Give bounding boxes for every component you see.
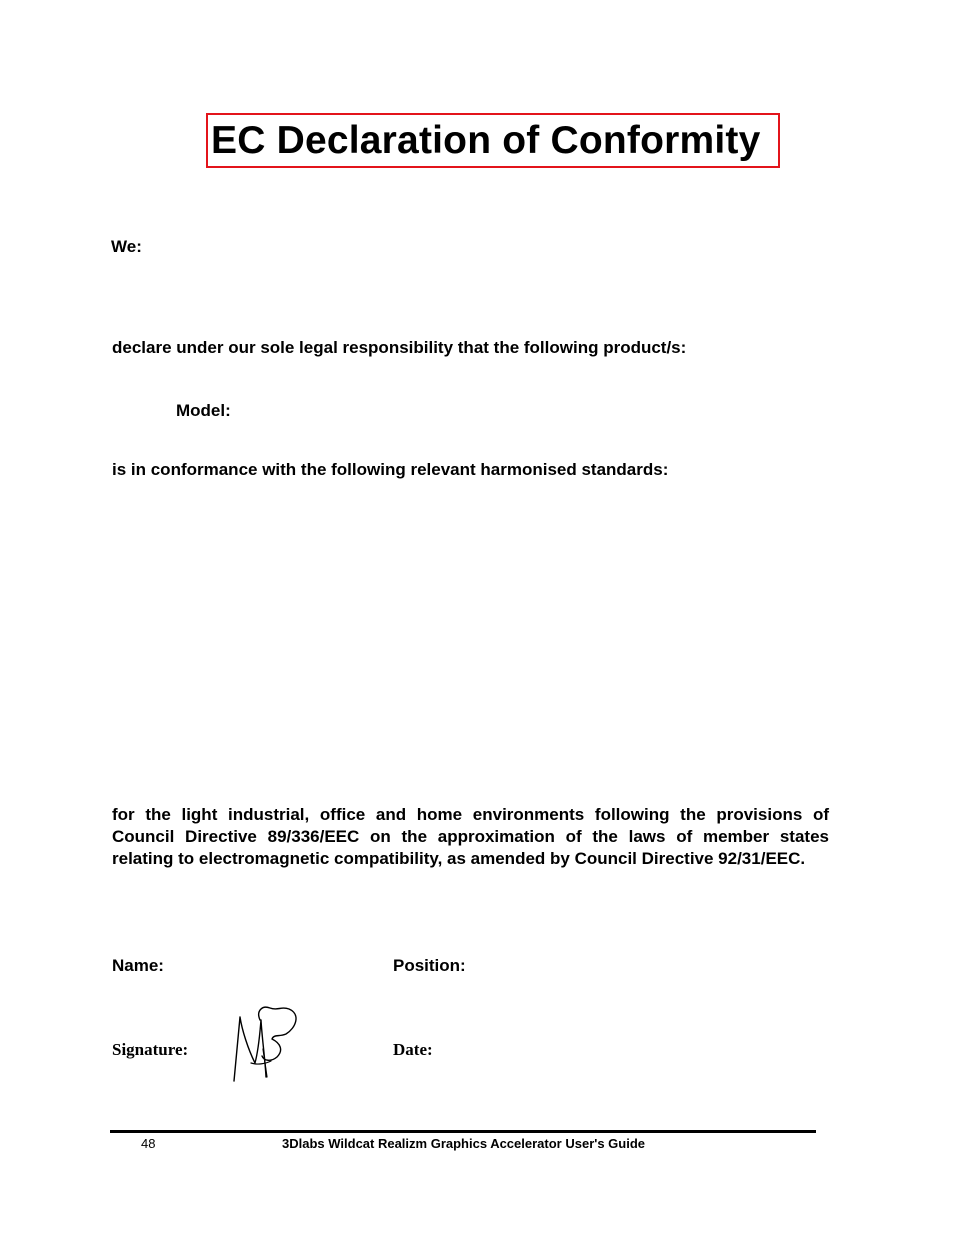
date-label: Date:	[393, 1040, 433, 1059]
name-label: Name:	[112, 956, 164, 975]
page-number: 48	[141, 1136, 156, 1151]
page-title: EC Declaration of Conformity	[211, 119, 761, 162]
handwritten-signature	[226, 1003, 302, 1085]
signature-label: Signature:	[112, 1040, 189, 1059]
conformance-statement: is in conformance with the following relevant harmonised standards:	[112, 460, 669, 479]
position-label: Position:	[393, 956, 466, 975]
directive-paragraph: for the light industrial, office and home environments following the provisions of Council Directive 89/336/EEC on the approximation of the laws of member states relating to electromagnetic compatibility, as amended by Council Directive 92/31/EEC.	[112, 805, 829, 868]
declaration-statement: declare under our sole legal responsibility that the following product/s:	[112, 338, 687, 357]
model-label: Model:	[176, 401, 231, 420]
footer-rule	[110, 1130, 816, 1133]
footer-guide-title: 3Dlabs Wildcat Realizm Graphics Accelerator User's Guide	[282, 1136, 646, 1151]
we-label: We:	[111, 237, 142, 256]
